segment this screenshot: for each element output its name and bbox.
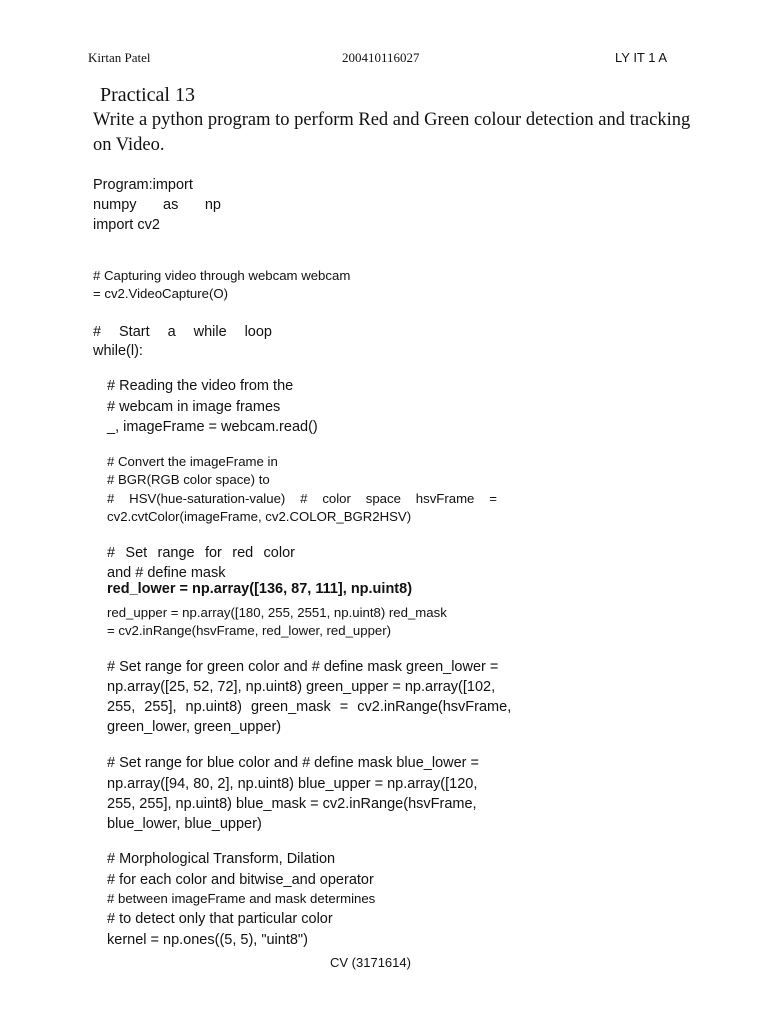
red-lower-code: red_lower = np.array([136, 87, 111], np.uint8)	[107, 581, 413, 597]
kernel-code: kernel = np.ones((5, 5), "uint8")	[107, 932, 308, 948]
read-comment-2: # webcam in image frames	[107, 399, 281, 415]
green-line-4: green_lower, green_upper)	[107, 719, 282, 735]
morph-comment-4: # to detect only that particular color	[107, 911, 333, 927]
red-comment-1: # Set range for red color	[107, 545, 295, 561]
green-line-1: # Set range for green color and # define mask green_lower =	[107, 659, 499, 675]
red-mask-code: = cv2.inRange(hsvFrame, red_lower, red_upper)	[107, 623, 392, 638]
class-label: LY IT 1 A	[615, 50, 668, 65]
page-footer: CV (3171614)	[330, 955, 411, 970]
red-comment-2: and # define mask	[107, 565, 226, 581]
convert-comment-1: # Convert the imageFrame in	[107, 454, 278, 469]
blue-line-4: blue_lower, blue_upper)	[107, 816, 262, 832]
read-comment-1: # Reading the video from the	[107, 378, 294, 394]
student-name: Kirtan Patel	[88, 50, 151, 65]
green-line-2: np.array([25, 52, 72], np.uint8) green_upper = np.array([102,	[107, 679, 496, 695]
task-statement: Write a python program to perform Red and Green colour detection and tracking on Video.	[93, 110, 691, 155]
red-upper-code: red_upper = np.array([180, 255, 2551, np.uint8) red_mask	[107, 605, 447, 620]
loop-comment: # Start a while loop	[93, 324, 272, 340]
morph-comment-3: # between imageFrame and mask determines	[107, 891, 376, 906]
blue-line-3: 255, 255], np.uint8) blue_mask = cv2.inRange(hsvFrame,	[107, 796, 477, 812]
loop-code: while(l):	[93, 343, 143, 359]
blue-line-2: np.array([94, 80, 2], np.uint8) blue_upper = np.array([120,	[107, 776, 478, 792]
blue-line-1: # Set range for blue color and # define mask blue_lower =	[107, 755, 479, 771]
practical-title: Practical 13	[100, 84, 195, 106]
program-line-2: numpy as np	[93, 197, 221, 213]
convert-comment-2: # BGR(RGB color space) to	[107, 472, 270, 487]
enrollment-number: 200410116027	[342, 50, 420, 65]
program-line-1: Program:import	[93, 177, 193, 193]
program-line-3: import cv2	[93, 217, 160, 233]
read-code: _, imageFrame = webcam.read()	[107, 419, 318, 435]
morph-comment-2: # for each color and bitwise_and operator	[107, 872, 374, 888]
capture-code: = cv2.VideoCapture(O)	[93, 286, 228, 301]
convert-code: cv2.cvtColor(imageFrame, cv2.COLOR_BGR2HSV)	[107, 509, 412, 524]
convert-comment-3: # HSV(hue-saturation-value) # color space hsvFrame =	[107, 491, 497, 506]
green-line-3: 255, 255], np.uint8) green_mask = cv2.inRange(hsvFrame,	[107, 699, 512, 715]
morph-comment-1: # Morphological Transform, Dilation	[107, 851, 336, 867]
capture-comment: # Capturing video through webcam webcam	[93, 268, 351, 283]
